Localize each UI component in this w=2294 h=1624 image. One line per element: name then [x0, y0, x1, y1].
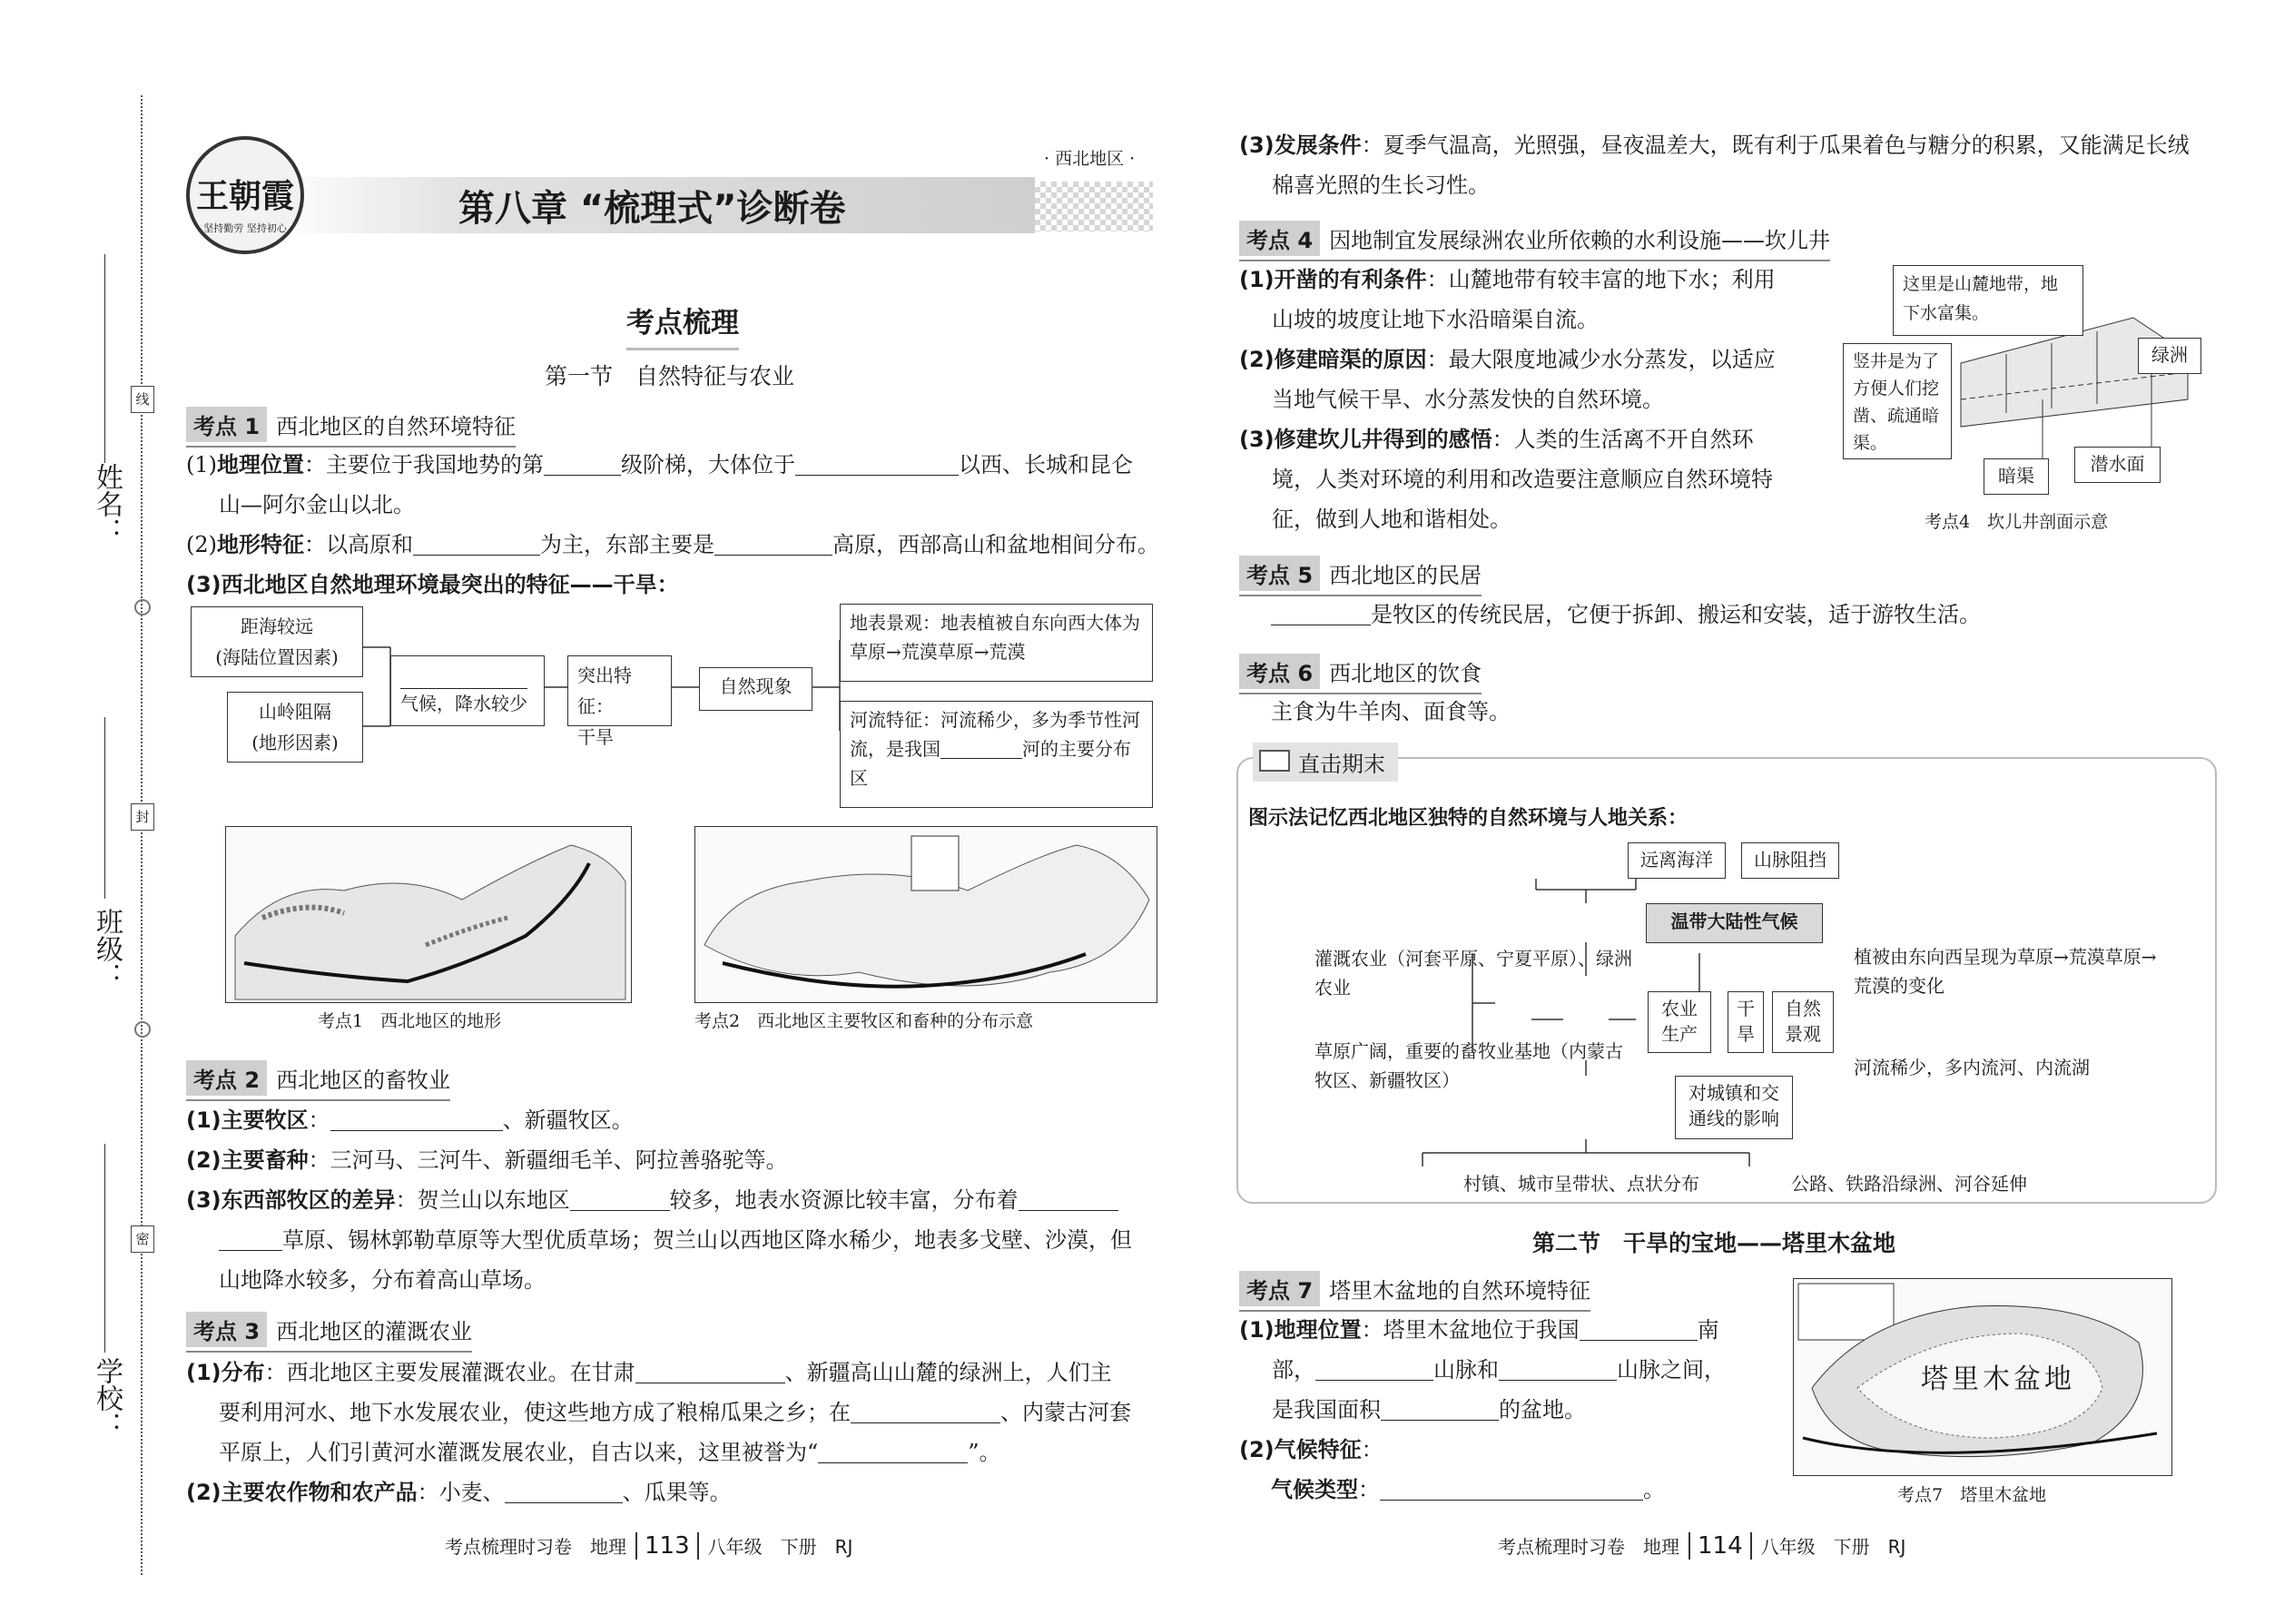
- direct-left-text-1: 灌溉农业（河套平原、宁夏平原）、绿洲农业: [1314, 948, 1632, 999]
- flow-box-climate: [390, 655, 545, 726]
- kd3-heading: [186, 1312, 472, 1353]
- text: 山脉之间，: [1617, 1357, 1726, 1383]
- direct-box-mountain: 山脉阻挡: [1741, 842, 1839, 879]
- direct-box-agriculture: 农业生产: [1648, 991, 1711, 1053]
- section-2-heading: 第二节 干旱的宝地——塔里木盆地: [1532, 1230, 1896, 1256]
- fill-blank[interactable]: [413, 532, 540, 556]
- section-1-heading: 第一节 自然特征与农业: [545, 363, 795, 389]
- kanerjing-label-channel: 暗渠: [1984, 458, 2049, 495]
- kd2-paragraph-2: [186, 1140, 788, 1180]
- fill-blank[interactable]: [1580, 1317, 1698, 1341]
- text: ：塔里木盆地位于我国: [1361, 1317, 1580, 1343]
- terrain-map-drawing: [226, 827, 631, 1002]
- text: 、新疆高山山麓的绿洲上，人们主: [784, 1360, 1112, 1385]
- direct-bottom-text-2: 公路、铁路沿绿洲、河谷延伸: [1791, 1173, 2027, 1195]
- kd1-paragraph-2: [186, 525, 1167, 565]
- kd6-paragraph: 主食为牛羊肉、面食等。: [1271, 699, 1511, 724]
- footer-grade: 八年级 下册 RJ: [707, 1536, 853, 1558]
- fill-blank[interactable]: [1381, 1397, 1499, 1421]
- pasture-distribution-map: [694, 826, 1157, 1003]
- text: 气候，降水较少: [400, 693, 527, 714]
- school-label: 学校：: [91, 1357, 123, 1439]
- kd4-heading: [1239, 221, 1830, 261]
- label: (3)发展条件: [1239, 133, 1362, 158]
- text: 是我国面积: [1272, 1397, 1381, 1422]
- fill-blank[interactable]: [505, 1480, 623, 1503]
- text: 的盆地。: [1499, 1397, 1586, 1422]
- text: 要利用河水、地下水发展农业，使这些地方成了粮棉瓜果之乡；在: [219, 1400, 851, 1425]
- text: ：人类的生活离不开自然环: [1492, 427, 1754, 452]
- basin-label: 塔里木盆地: [1921, 1363, 2075, 1395]
- direct-hit-label: 直击期末: [1298, 752, 1385, 777]
- text: ：山麓地带有较丰富的地下水；利用: [1426, 267, 1776, 292]
- text: 河流特征：河流稀少，多为季节性河流，是我国: [850, 709, 1140, 760]
- kanerjing-caption: 考点4 坎儿井剖面示意: [1925, 512, 2109, 532]
- text: 棉喜光照的生长习性。: [1272, 172, 1490, 198]
- kd7-tag: 考点 7: [1239, 1271, 1320, 1306]
- label: (3)西北地区自然地理环境最突出的特征——干旱：: [186, 572, 679, 597]
- kd2-title: 西北地区的畜牧业: [276, 1068, 451, 1093]
- page-number: 114: [1689, 1532, 1752, 1560]
- text: 较多，地表水资源比较丰富，分布着: [669, 1187, 1019, 1213]
- direct-box-landscape: 自然景观: [1772, 991, 1834, 1053]
- chapter-title: 第八章 “梳理式”诊断卷: [458, 188, 846, 230]
- text: ：主要位于我国地势的第: [304, 452, 544, 477]
- fill-blank[interactable]: [400, 665, 527, 689]
- text: ”。: [968, 1440, 1001, 1465]
- flow-box-far-from-sea: [191, 606, 363, 677]
- binding-hole: [134, 1021, 151, 1038]
- text: 山岭阻隔: [259, 701, 331, 723]
- kd1-paragraph-3: [186, 565, 679, 605]
- label: 气候类型: [1271, 1477, 1358, 1502]
- kd5-heading: [1239, 556, 1482, 596]
- kd5-tag: 考点 5: [1239, 556, 1320, 591]
- text: ：: [1358, 1477, 1380, 1502]
- kd4-tag: 考点 4: [1239, 221, 1320, 256]
- kd2-tag: 考点 2: [186, 1060, 267, 1096]
- fill-blank[interactable]: [851, 1400, 1000, 1423]
- kd5-paragraph: [1271, 595, 1981, 635]
- book-icon: [1259, 750, 1290, 772]
- footer-grade: 八年级 下册 RJ: [1760, 1536, 1906, 1558]
- direct-box-far-ocean: 远离海洋: [1628, 842, 1726, 879]
- text: ：西北地区主要发展灌溉农业。在甘肃: [264, 1360, 635, 1385]
- footer-left: [445, 1532, 852, 1560]
- kd4-paragraph-2: [1239, 340, 1820, 419]
- fill-blank[interactable]: [544, 452, 621, 476]
- text: 级阶梯，大体位于: [621, 452, 795, 477]
- text: 部，: [1272, 1357, 1315, 1383]
- text: 山地降水较多，分布着高山草场。: [219, 1267, 546, 1293]
- text: ：: [308, 1107, 330, 1133]
- kd4-paragraph-1: [1239, 260, 1820, 340]
- direct-left-text-2: 草原广阔，重要的畜牧业基地（内蒙古牧区、新疆牧区）: [1314, 1040, 1623, 1091]
- flow-box-feature: [567, 655, 672, 748]
- text: ：夏季气温高，光照强，昼夜温差大，既有利于瓜果着色与糖分的积累，又能满足长绒: [1361, 133, 2190, 158]
- kanerjing-label-oasis: 绿洲: [2138, 338, 2201, 374]
- fill-blank[interactable]: [1315, 1357, 1433, 1381]
- footer-text: 考点梳理时习卷 地理: [1498, 1536, 1679, 1558]
- label: 地理位置: [217, 452, 304, 477]
- kd6-title: 西北地区的饮食: [1329, 661, 1482, 686]
- map-caption-1: 考点1 西北地区的地形: [318, 1011, 502, 1031]
- flow-box-rivers: [840, 701, 1153, 808]
- text: 山—阿尔金山以北。: [219, 492, 415, 517]
- text: 。: [1643, 1477, 1665, 1502]
- text: 河的主要分布区: [850, 738, 1131, 789]
- pasture-map-drawing: [695, 827, 1157, 1002]
- tarim-basin-map: [1793, 1278, 2172, 1476]
- label: (2)主要农作物和农产品: [186, 1480, 418, 1505]
- direct-hit-connectors: [1236, 835, 2217, 1198]
- footer-right: [1498, 1532, 1905, 1560]
- kd2-paragraph-3: [186, 1180, 1167, 1300]
- kanerjing-note-foothill: 这里是山麓地带，地下水富集。: [1893, 265, 2083, 336]
- fill-blank[interactable]: [1271, 602, 1371, 625]
- kd3-paragraph-2: [186, 1472, 732, 1512]
- kanerjing-label-water-table: 潜水面: [2074, 447, 2161, 483]
- northwest-terrain-map: [225, 826, 632, 1003]
- fill-blank[interactable]: [570, 1187, 670, 1211]
- kd7-title: 塔里木盆地的自然环境特征: [1329, 1278, 1591, 1304]
- text: 山脉和: [1433, 1357, 1499, 1383]
- title-pattern: [1035, 182, 1153, 231]
- kd2-paragraph-1: [186, 1100, 634, 1140]
- kd3-paragraph-3: [1239, 125, 2229, 205]
- text: (1): [186, 452, 217, 477]
- label: (3)东西部牧区的差异: [186, 1187, 396, 1213]
- flow-box-phenomena: 自然现象: [699, 667, 812, 711]
- class-line: [104, 717, 105, 899]
- map-caption-2: 考点2 西北地区主要牧区和畜种的分布示意: [694, 1011, 1034, 1031]
- text: ：以高原和: [304, 532, 413, 557]
- fill-blank[interactable]: [1380, 1477, 1643, 1501]
- text: 高原，西部高山和盆地相间分布。: [832, 532, 1159, 557]
- kd6-heading: [1239, 654, 1482, 694]
- text: 境，人类对环境的利用和改造要注意顺应自然环境特: [1272, 467, 1773, 492]
- fill-blank[interactable]: [714, 532, 832, 556]
- text: 、内蒙古河套: [1000, 1400, 1131, 1425]
- direct-box-climate: 温带大陆性气候: [1646, 903, 1823, 943]
- name-line: [104, 254, 105, 463]
- direct-right-text-2: 河流稀少，多内流河、内流湖: [1854, 1057, 2090, 1078]
- text: 山坡的坡度让地下水沿暗渠自流。: [1272, 307, 1599, 332]
- text: 、新疆牧区。: [502, 1107, 634, 1133]
- brand-logo: [186, 136, 304, 254]
- direct-right-text-1: 植被由东向西呈现为草原→荒漠草原→荒漠的变化: [1854, 946, 2157, 997]
- kd3-title: 西北地区的灌溉农业: [276, 1319, 473, 1344]
- text: ：最大限度地减少水分蒸发，以适应: [1426, 347, 1776, 372]
- text: 征，做到人地和谐相处。: [1272, 507, 1511, 532]
- fill-blank[interactable]: [818, 1440, 968, 1463]
- kd1-title: 西北地区的自然环境特征: [276, 414, 517, 439]
- fill-blank[interactable]: [940, 735, 1022, 759]
- kd4-paragraph-3: [1239, 419, 1820, 539]
- seal-line-char: 线: [131, 386, 154, 413]
- fill-blank[interactable]: [795, 452, 959, 476]
- logo-subtitle: 坚持勤劳 坚持初心: [203, 222, 287, 234]
- text: 当地气候干旱、水分蒸发快的自然环境。: [1272, 387, 1664, 412]
- logo-text: 王朝霞: [195, 177, 294, 215]
- text: (地形因素): [251, 732, 339, 753]
- flow-box-mountain-block: [227, 692, 363, 763]
- direct-box-town-impact: 对城镇和交通线的影响: [1675, 1076, 1793, 1139]
- page-number: 113: [635, 1532, 699, 1560]
- kd6-tag: 考点 6: [1239, 654, 1320, 689]
- kd3-paragraph-1: [186, 1353, 1167, 1472]
- label: (1)主要牧区: [186, 1107, 309, 1133]
- text: 草原、锡林郭勒草原等大型优质草场；贺兰山以西地区降水稀少，地表多戈壁、沙漠，但: [282, 1227, 1132, 1253]
- text: 、瓜果等。: [622, 1480, 732, 1505]
- seal-seal-char: 封: [131, 803, 154, 831]
- footer-text: 考点梳理时习卷 地理: [445, 1536, 626, 1558]
- text: 为主，东部主要是: [540, 532, 714, 557]
- label: (1)地理位置: [1239, 1317, 1362, 1343]
- class-label: 班级：: [91, 908, 123, 989]
- text: 距海较远: [241, 615, 313, 637]
- label: 地形特征: [217, 532, 304, 557]
- text: 以西、长城和昆仑: [959, 452, 1133, 477]
- text: 是牧区的传统民居，它便于拆卸、搬运和安装，适于游牧生活。: [1371, 602, 1981, 627]
- region-tag: · 西北地区 ·: [1044, 149, 1136, 169]
- binding-hole: [134, 599, 151, 615]
- fill-blank[interactable]: [635, 1360, 785, 1383]
- direct-bottom-text-1: 村镇、城市呈带状、点状分布: [1463, 1173, 1699, 1195]
- text: (2): [186, 532, 217, 557]
- label: (2)主要畜种: [186, 1147, 309, 1173]
- label: (2)修建暗渠的原因: [1239, 347, 1427, 372]
- label: (2)气候特征: [1239, 1437, 1362, 1462]
- text: ：三河马、三河牛、新疆细毛羊、阿拉善骆驼等。: [308, 1147, 788, 1173]
- kanerjing-note-shaft: 竖井是为了方便人们挖凿、疏通暗渠。: [1843, 343, 1952, 459]
- text: (海陆位置因素): [215, 646, 339, 668]
- kd2-heading: [186, 1060, 450, 1101]
- kd1-heading: [186, 407, 516, 448]
- topic-heading: 考点梳理: [626, 300, 739, 350]
- label: (1)开凿的有利条件: [1239, 267, 1427, 292]
- school-line: [104, 1144, 105, 1353]
- fill-blank[interactable]: [330, 1107, 503, 1131]
- tarim-caption: 考点7 塔里木盆地: [1897, 1485, 2047, 1505]
- kd7-paragraph-2: [1239, 1430, 1383, 1470]
- flow-box-landscape: 地表景观：地表植被自东向西大体为草原→荒漠草原→荒漠: [840, 604, 1153, 682]
- text: 平原上，人们引黄河水灌溉发展农业，自古以来，这里被誉为“: [219, 1440, 819, 1465]
- seal-secret-char: 密: [131, 1225, 154, 1253]
- kd7-paragraph-1: [1239, 1310, 1748, 1430]
- text: ：贺兰山以东地区: [395, 1187, 570, 1213]
- kd1-tag: 考点 1: [186, 407, 267, 442]
- binding-dotted-line: [141, 95, 148, 1575]
- fill-blank[interactable]: [219, 1227, 282, 1251]
- direct-hit-intro: 图示法记忆西北地区独特的自然环境与人地关系：: [1248, 807, 1689, 830]
- text: ：小麦、: [417, 1480, 505, 1505]
- kd4-title: 因地制宜发展绿洲农业所依赖的水利设施——坎儿井: [1329, 228, 1831, 253]
- text: 南: [1697, 1317, 1719, 1343]
- direct-box-dry: 干旱: [1728, 991, 1764, 1053]
- kd7-heading: [1239, 1271, 1590, 1312]
- kd1-paragraph-1: [186, 445, 1167, 525]
- name-label: 姓名：: [91, 463, 123, 545]
- text: 干旱: [577, 726, 614, 748]
- fill-blank[interactable]: [1499, 1357, 1617, 1381]
- kd7-paragraph-3: [1271, 1470, 1665, 1510]
- label: (1)分布: [186, 1360, 265, 1385]
- kd5-title: 西北地区的民居: [1329, 563, 1482, 588]
- text: 突出特征：: [577, 664, 632, 717]
- kd3-tag: 考点 3: [186, 1312, 267, 1347]
- fill-blank[interactable]: [1019, 1187, 1118, 1211]
- text: ：: [1361, 1437, 1383, 1462]
- label: (3)修建坎儿井得到的感悟: [1239, 427, 1492, 452]
